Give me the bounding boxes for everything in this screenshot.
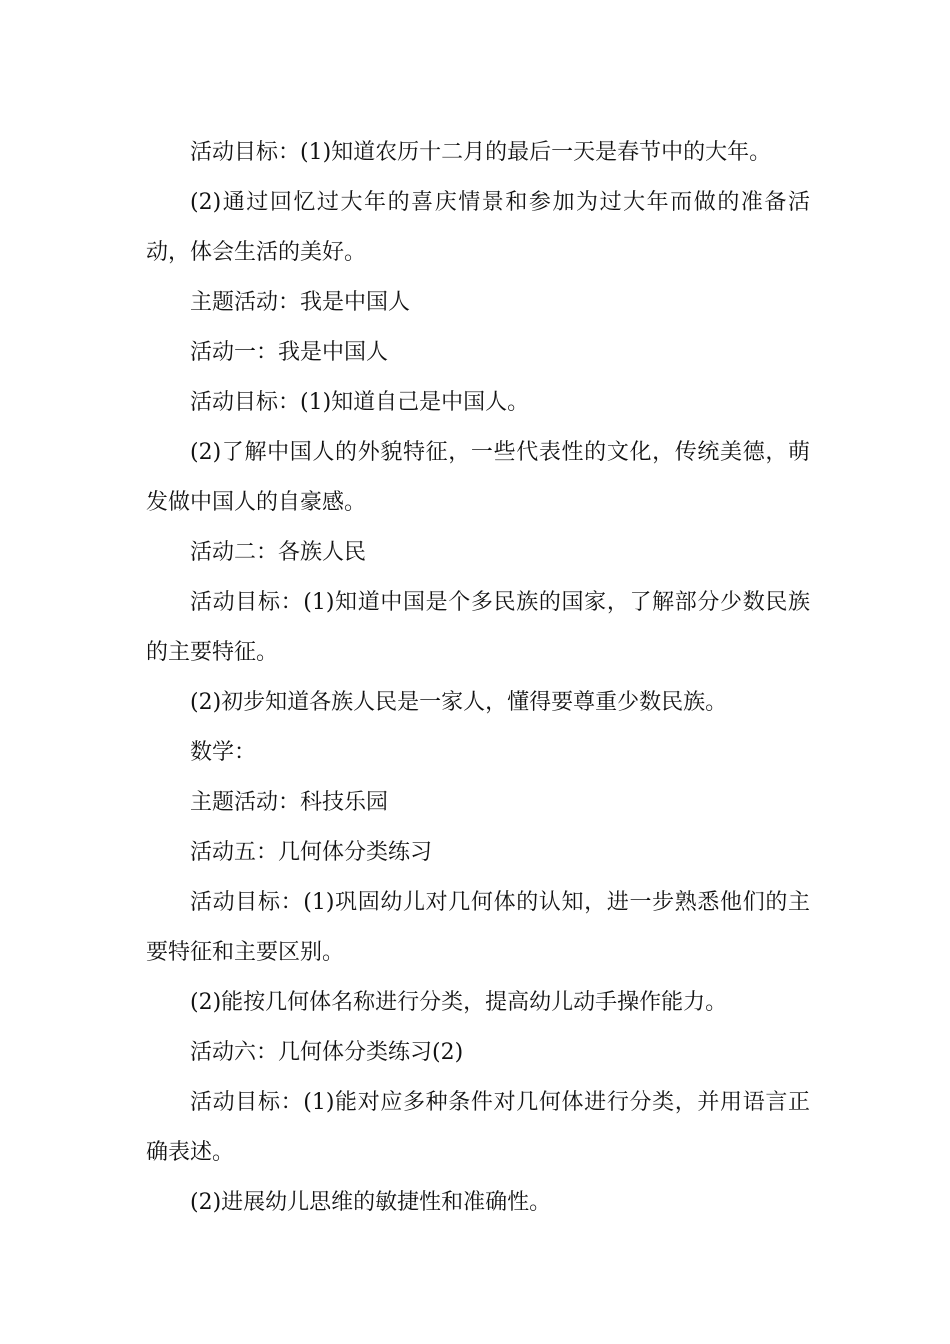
paragraph-17: (2)进展幼儿思维的敏捷性和准确性。 bbox=[190, 1190, 552, 1215]
paragraph-2: (2)通过回忆过大年的喜庆情景和参加为过大年而做的准备活动，体会生活的美好。 bbox=[146, 190, 810, 265]
paragraph-14: (2)能按几何体名称进行分类，提高幼儿动手操作能力。 bbox=[190, 990, 728, 1015]
paragraph-6: (2)了解中国人的外貌特征，一些代表性的文化，传统美德，萌发做中国人的自豪感。 bbox=[146, 440, 810, 515]
paragraph-4: 活动一：我是中国人 bbox=[190, 340, 389, 365]
paragraph-13: 活动目标：(1)巩固幼儿对几何体的认知，进一步熟悉他们的主要特征和主要区别。 bbox=[146, 890, 810, 965]
paragraph-9: (2)初步知道各族人民是一家人，懂得要尊重少数民族。 bbox=[190, 690, 728, 715]
paragraph-3: 主题活动：我是中国人 bbox=[190, 290, 411, 315]
paragraph-15: 活动六：几何体分类练习(2) bbox=[190, 1040, 464, 1065]
paragraph-8: 活动目标：(1)知道中国是个多民族的国家，了解部分少数民族的主要特征。 bbox=[146, 590, 810, 665]
paragraph-10: 数学： bbox=[190, 740, 257, 765]
paragraph-7: 活动二：各族人民 bbox=[190, 540, 367, 565]
paragraph-11: 主题活动：科技乐园 bbox=[190, 790, 389, 815]
paragraph-12: 活动五：几何体分类练习 bbox=[190, 840, 433, 865]
document-body bbox=[146, 128, 810, 1228]
paragraph-1: 活动目标：(1)知道农历十二月的最后一天是春节中的大年。 bbox=[190, 140, 772, 165]
paragraph-5: 活动目标：(1)知道自己是中国人。 bbox=[190, 390, 530, 415]
paragraph-16: 活动目标：(1)能对应多种条件对几何体进行分类，并用语言正确表述。 bbox=[146, 1090, 810, 1165]
